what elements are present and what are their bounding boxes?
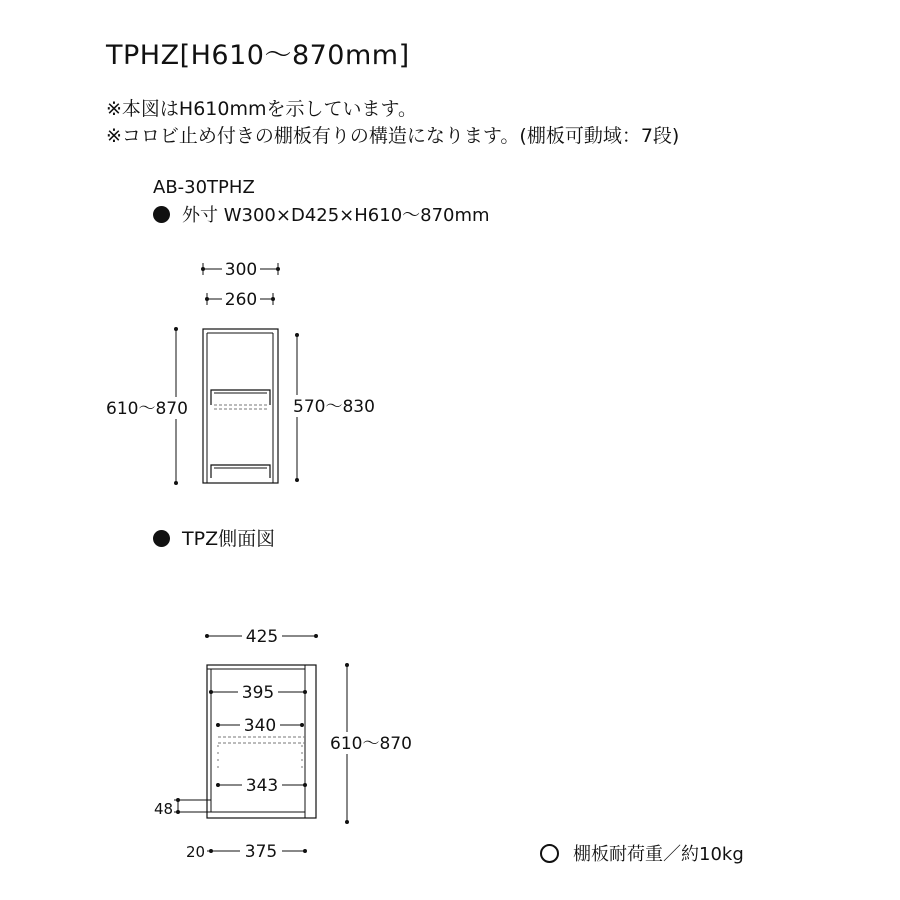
- dim-front-height-inner: [290, 333, 378, 482]
- side-depth-outer-label: 425: [245, 627, 279, 647]
- side-lower-label: 343: [245, 776, 279, 796]
- dim-side-shelf: [216, 715, 305, 772]
- side-view-heading: [153, 524, 275, 551]
- dim-side-offset: [154, 798, 211, 818]
- front-height-inner-label: 570〜830: [293, 397, 375, 417]
- model-number: AB-30TPHZ: [153, 177, 255, 198]
- dim-front-width-inner: [205, 289, 275, 310]
- dim-side-foot: [186, 841, 307, 862]
- side-depth-inner-label: 395: [241, 683, 275, 703]
- front-cabinet: [203, 329, 278, 483]
- outer-dimensions-text: 外寸 W300×D425×H610〜870mm: [182, 205, 490, 226]
- side-offset-label: 48: [154, 800, 174, 818]
- side-foot-offset-label: 20: [186, 843, 206, 861]
- front-height-outer-label: 610〜870: [106, 399, 188, 419]
- dim-side-depth-inner: [209, 682, 307, 703]
- front-width-outer-label: 300: [224, 260, 258, 280]
- side-view-title: TPZ側面図: [182, 528, 276, 550]
- side-shelf-label: 340: [243, 716, 277, 736]
- dim-front-height-outer: [104, 327, 190, 485]
- dim-side-height: [328, 663, 416, 824]
- circle-icon: [540, 844, 559, 863]
- dim-side-lower: [216, 775, 307, 796]
- page-title: TPHZ[H610〜870mm]: [106, 40, 410, 71]
- note-scale: ※本図はH610mmを示しています。: [106, 98, 417, 120]
- dim-side-depth-outer: [205, 626, 318, 647]
- side-foot-depth-label: 375: [244, 842, 278, 862]
- front-width-inner-label: 260: [224, 290, 258, 310]
- note-structure: ※コロビ止め付きの棚板有りの構造になります。(棚板可動域：7段): [106, 125, 680, 147]
- bullet-icon: [153, 530, 170, 547]
- shelf-load-text: 棚板耐荷重／約10kg: [573, 844, 744, 865]
- side-view-drawing: [154, 626, 416, 862]
- dim-front-width-outer: [201, 259, 280, 280]
- shelf-load-note: [540, 840, 744, 866]
- side-height-label: 610〜870: [330, 734, 412, 754]
